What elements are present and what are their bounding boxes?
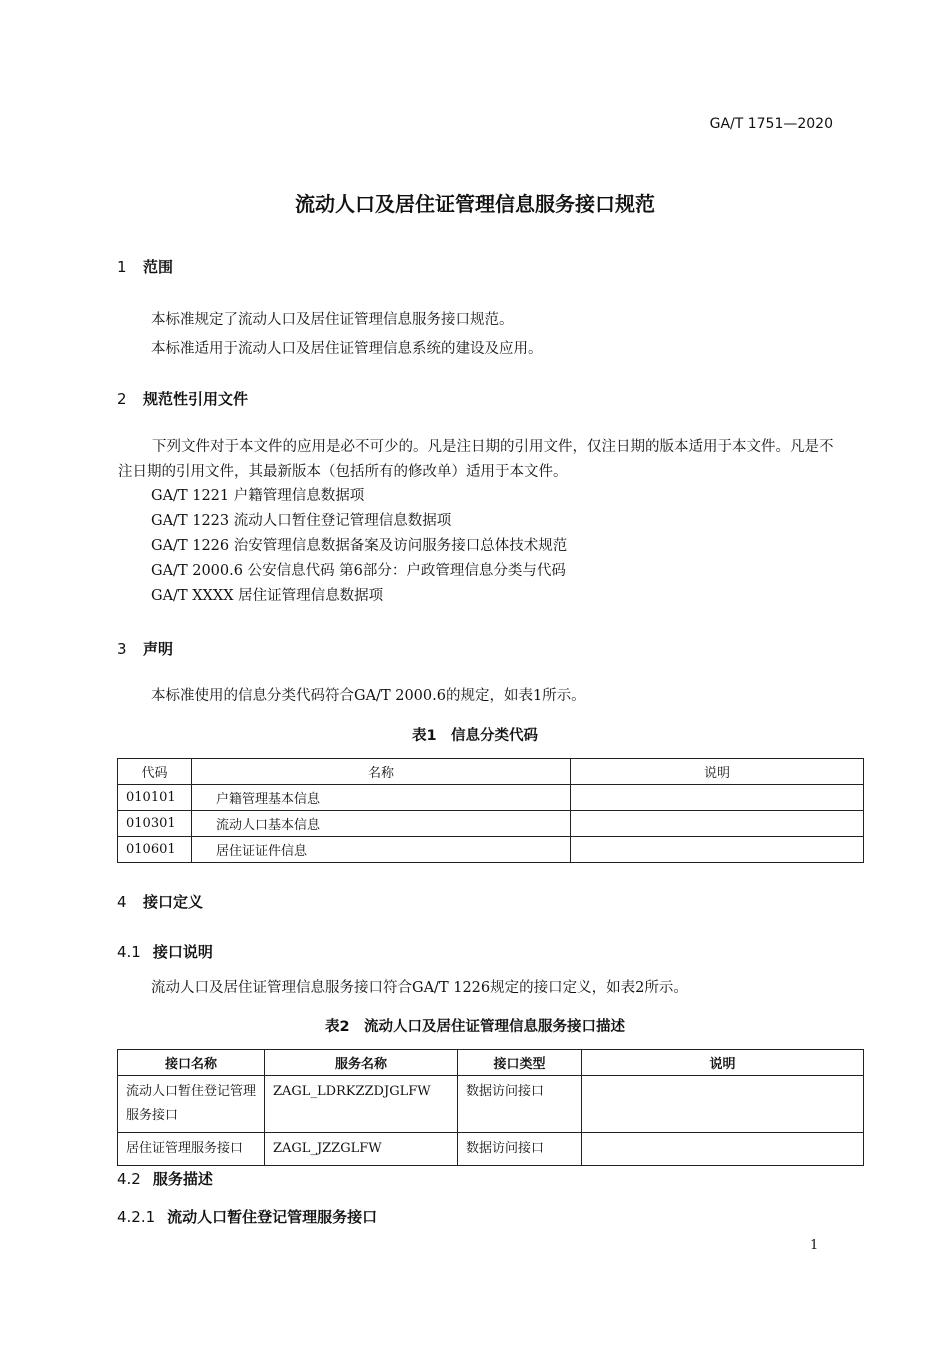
paragraph: 本标准适用于流动人口及居住证管理信息系统的建设及应用。 <box>151 341 543 357</box>
section-number: 2 <box>117 390 127 408</box>
table-row <box>118 785 864 811</box>
paragraph: 下列文件对于本文件的应用是必不可少的。凡是注日期的引用文件，仅注日期的版本适用于本文件。凡是不注日期的引用文件，其最新版本（包括所有的修改单）适用于本文件。 <box>118 439 834 480</box>
section-title: 接口定义 <box>143 893 204 911</box>
paragraph: 本标准使用的信息分类代码符合GA/T 2000.6的规定，如表1所示。 <box>151 688 586 704</box>
table-cell: 流动人口暂住登记管理服务接口 <box>118 1076 265 1133</box>
table-cell: 户籍管理基本信息 <box>192 785 571 811</box>
table-cell <box>571 811 864 837</box>
column-header: 说明 <box>582 1050 864 1076</box>
table-2-caption: 表2 流动人口及居住证管理信息服务接口描述 <box>324 1019 626 1035</box>
table-cell: ZAGL_JZZGLFW <box>265 1133 458 1166</box>
table-cell <box>571 837 864 863</box>
column-header: 接口名称 <box>118 1050 265 1076</box>
section-number: 4 <box>117 893 127 911</box>
table-cell: ZAGL_LDRKZZDJGLFW <box>265 1076 458 1133</box>
table-cell: 010101 <box>118 785 192 811</box>
reference-item: GA/T 1223 流动人口暂住登记管理信息数据项 <box>151 513 452 529</box>
document-title: 流动人口及居住证管理信息服务接口规范 <box>295 192 655 216</box>
table-1 <box>117 758 864 863</box>
section-title: 接口说明 <box>152 943 213 961</box>
table-cell: 数据访问接口 <box>458 1133 582 1166</box>
table-cell <box>582 1076 864 1133</box>
section-title: 服务描述 <box>152 1170 213 1188</box>
section-number: 1 <box>117 258 127 276</box>
column-header: 接口类型 <box>458 1050 582 1076</box>
section-number: 4.2.1 <box>117 1208 156 1226</box>
table-cell <box>571 785 864 811</box>
reference-item: GA/T 2000.6 公安信息代码 第6部分：户政管理信息分类与代码 <box>151 563 566 579</box>
table-cell: 010601 <box>118 837 192 863</box>
table-cell <box>582 1133 864 1166</box>
reference-item: GA/T 1226 治安管理信息数据备案及访问服务接口总体技术规范 <box>151 538 568 554</box>
section-4-heading <box>117 891 203 912</box>
section-3-heading <box>117 638 173 659</box>
section-title: 流动人口暂住登记管理服务接口 <box>167 1208 378 1226</box>
page-number: 1 <box>810 1238 819 1253</box>
table-row <box>118 1133 864 1166</box>
standard-code: GA/T 1751—2020 <box>709 116 833 132</box>
section-1-heading <box>117 256 173 277</box>
section-4-2-heading <box>117 1168 213 1189</box>
table-1-caption: 表1 信息分类代码 <box>411 728 539 744</box>
section-title: 声明 <box>143 640 174 658</box>
column-header: 服务名称 <box>265 1050 458 1076</box>
section-2-heading <box>117 388 248 409</box>
table-2 <box>117 1049 864 1166</box>
table-row <box>118 837 864 863</box>
table-cell: 010301 <box>118 811 192 837</box>
reference-item: GA/T 1221 户籍管理信息数据项 <box>151 488 365 504</box>
section-number: 3 <box>117 640 127 658</box>
section-title: 范围 <box>143 258 174 276</box>
paragraph: 流动人口及居住证管理信息服务接口符合GA/T 1226规定的接口定义，如表2所示。 <box>151 980 688 996</box>
reference-item: GA/T XXXX 居住证管理信息数据项 <box>151 588 384 604</box>
table-cell: 居住证管理服务接口 <box>118 1133 265 1166</box>
table-row <box>118 1076 864 1133</box>
table-cell: 居住证证件信息 <box>192 837 571 863</box>
table-row <box>118 811 864 837</box>
section-number: 4.2 <box>117 1170 141 1188</box>
section-4-1-heading <box>117 941 213 962</box>
section-number: 4.1 <box>117 943 141 961</box>
table-cell: 数据访问接口 <box>458 1076 582 1133</box>
column-header: 名称 <box>192 759 571 785</box>
section-title: 规范性引用文件 <box>143 390 249 408</box>
column-header: 代码 <box>118 759 192 785</box>
table-header-row <box>118 1050 864 1076</box>
table-cell: 流动人口基本信息 <box>192 811 571 837</box>
column-header: 说明 <box>571 759 864 785</box>
table-header-row <box>118 759 864 785</box>
paragraph: 本标准规定了流动人口及居住证管理信息服务接口规范。 <box>151 312 514 328</box>
section-4-2-1-heading <box>117 1206 377 1227</box>
